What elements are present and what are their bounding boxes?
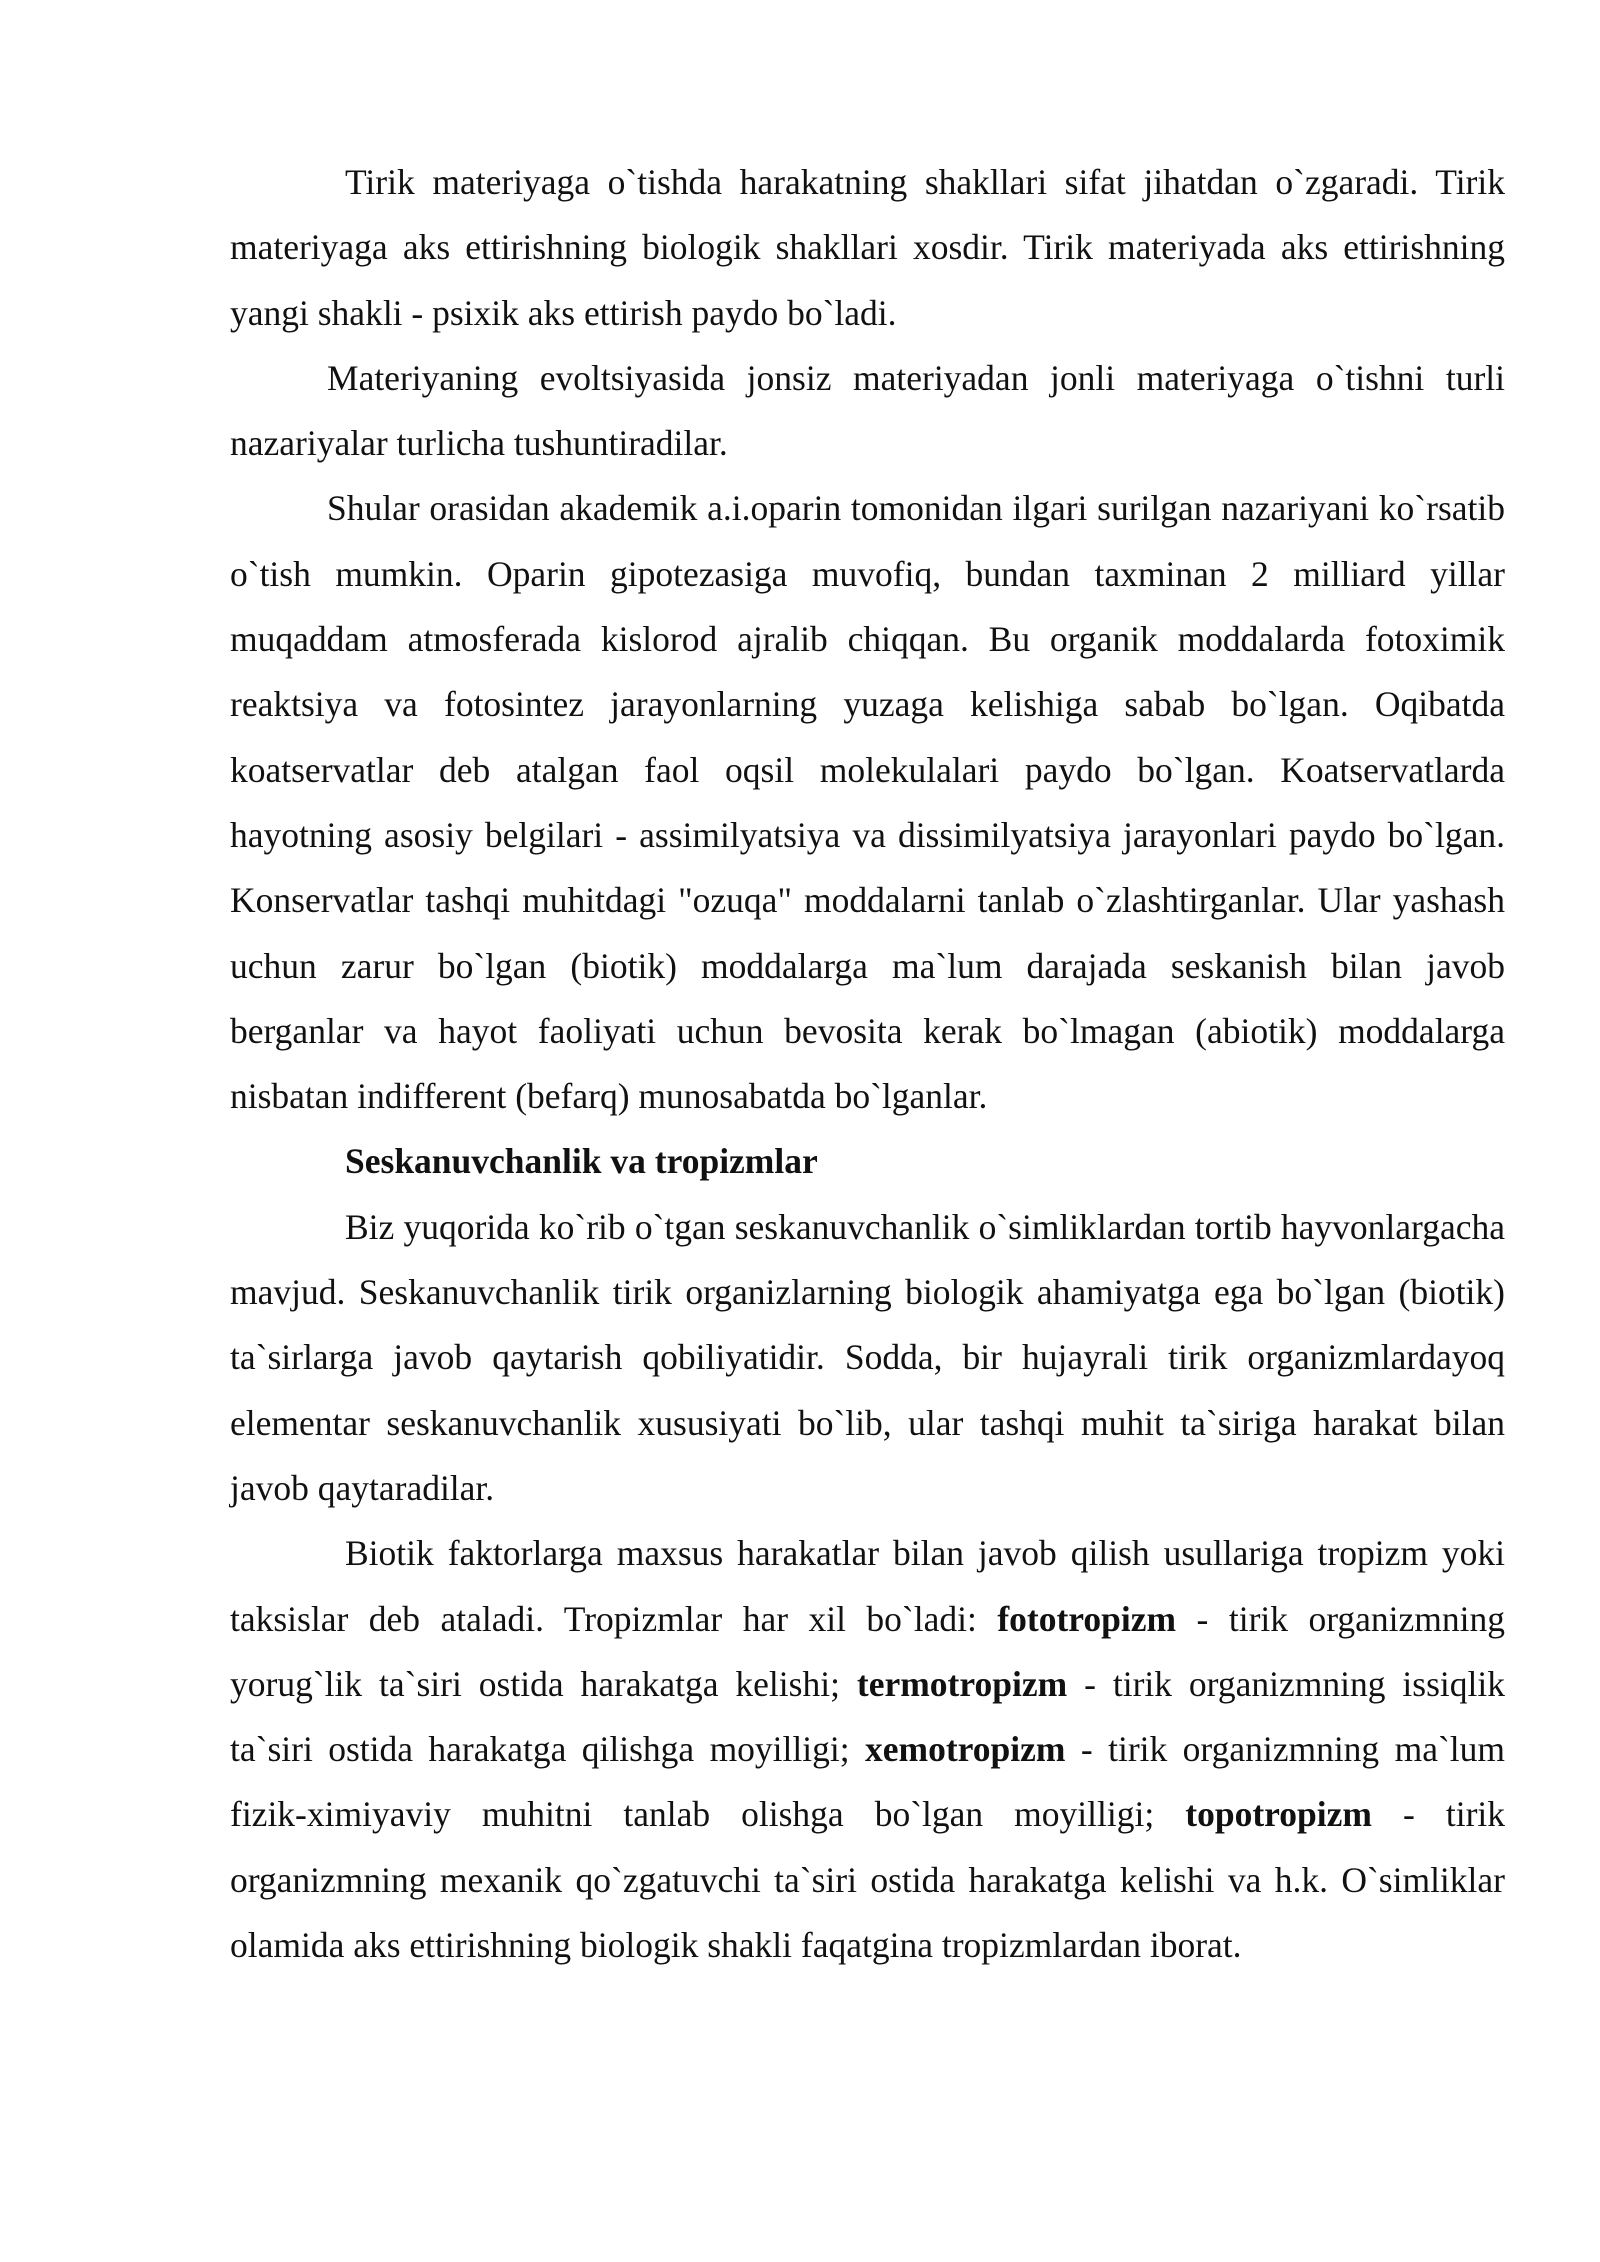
paragraph-2: Materiyaning evoltsiyasida jonsiz materiyadan jonli materiyaga o`tishni turli nazariyalar turlicha tushuntiradilar. <box>230 357 1505 464</box>
definition-termotropizm: - tirik organizmning issiqlik ta`siri ostida harakatga qilishga moyilligi; <box>230 1663 1505 1770</box>
definition-xemotropizm: - tirik organizmning ma`lum fizik-ximiyaviy muhitni tanlab olishga bo`lgan moyilligi; <box>230 1729 1505 1835</box>
paragraph-3: Shular orasidan akademik a.i.oparin tomonidan ilgari surilgan nazariyani ko`rsatib o`tish mumkin. Oparin gipotezasiga muvofiq, bundan taxminan 2 milliard yillar muqaddam atmosferada kislorod ajralib chiqqan. Bu organik moddalarda fotoximik reaktsiya va fotosintez jarayonlarning yuzaga kelishiga sabab bo`lgan. Oqibatda koatservatlar deb atalgan faol oqsil molekulalari paydo bo`lgan. Koatservatlarda hayotning asosiy belgilari - assimilyatsiya va dissimilyatsiya jarayonlari paydo bo`lgan. Konservatlar tashqi muhitdagi "ozuqa" moddalarni tanlab o`zlashtirganlar. Ular yashash uchun zarur bo`lgan (biotik) moddalarga ma`lum darajada seskanish bilan javob berganlar va hayot faoliyati uchun bevosita kerak bo`lmagan (abiotik) moddalarga nisbatan indifferent (befarq) munosabatda bo`lganlar. <box>230 488 1505 1117</box>
definition-fototropizm: - tirik organizmning yorug`lik ta`siri ostida harakatga kelishi; <box>230 1598 1506 1704</box>
term-xemotropizm: xemotropizm <box>865 1729 1066 1770</box>
paragraph-4: Biz yuqorida ko`rib o`tgan seskanuvchanlik o`simliklardan tortib hayvonlargacha mavjud. Seskanuvchanlik tirik organizlarning biologik ahamiyatga ega bo`lgan (biotik) ta`sirlarga javob qaytarish qobiliyatidir. Sodda, bir hujayrali tirik organizmlardayoq elementar seskanuvchanlik xususiyati bo`lib, ular tashqi muhit ta`siriga harakat bilan javob qaytaradilar. <box>230 1206 1505 1508</box>
definition-topotropizm: - tirik organizmning mexanik qo`zgatuvchi ta`siri ostida harakatga kelishi va h.k. O`simliklar olamida aks ettirishning biologik shakli faqatgina tropizmlardan iborat. <box>230 1794 1506 1966</box>
term-topotropizm: topotropizm <box>1185 1794 1372 1835</box>
term-termotropizm: termotropizm <box>856 1663 1068 1704</box>
paragraph-1: Tirik materiyaga o`tishda harakatning shakllari sifat jihatdan o`zgaradi. Tirik materiyaga aks ettirishning biologik shakllari xosdir. Tirik materiyada aks ettirishning yangi shakli - psixik aks ettirish paydo bo`ladi. <box>230 162 1505 333</box>
term-fototropizm: fototropizm <box>997 1598 1177 1639</box>
paragraph-5 <box>230 1521 1505 1978</box>
paragraph-5-intro: Biotik faktorlarga maxsus harakatlar bilan javob qilish usullariga tropizm yoki taksislar deb ataladi. Tropizmlar har xil bo`ladi: <box>230 1533 1505 1639</box>
section-heading: Seskanuvchanlik va tropizmlar <box>345 1141 818 1182</box>
